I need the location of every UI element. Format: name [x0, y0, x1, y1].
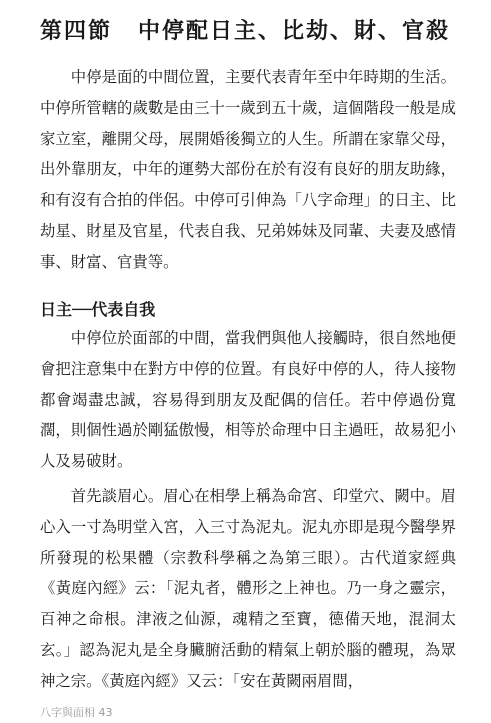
page-footer: 八字與面相 43 [40, 706, 113, 719]
body-paragraph: 首先談眉心。眉心在相學上稱為命宮、印堂穴、闕中。眉心入一寸為明堂入宮，入三寸為泥丸。泥丸亦即是現今醫學界所發現的松果體（宗教科學稱之為第三眼）。古代道家經典《黃庭內經》云：「泥丸者，體形之上神也。乃一身之靈宗，百神之命根。津液之仙源，魂精之至寶，德備天地，混洞太玄。」認為泥丸是全身臟腑活動的精氣上朝於腦的體現，為眾神之宗。《黃庭內經》又云：「安在黃闕兩眉間， [40, 487, 456, 690]
chapter-title [40, 14, 470, 48]
intro-paragraph: 中停是面的中間位置，主要代表青年至中年時期的生活。中停所管轄的歲數是由三十一歲到五十歲，這個階段一般是成家立室，離開父母，展開婚後獨立的人生。所謂在家靠父母，出外靠朋友，中年的運勢大部份在於有沒有良好的朋友助緣，和有沒有合拍的伴侶。中停可引伸為「八字命理」的日主、比劫星、財星及官星，代表自我、兄弟姊妹及同輩、夫妻及感情事、財富、官貴等。 [40, 68, 456, 271]
section-number: 第四節 [40, 18, 113, 44]
section-title: 中停配日主、比劫、財、官殺 [138, 18, 451, 44]
body-paragraph: 中停位於面部的中間，當我們與他人接觸時，很自然地便會把注意集中在對方中停的位置。有良好中停的人，待人接物都會竭盡忠誠，容易得到朋友及配偶的信任。若中停過份寬濶，則個性過於剛猛傲慢，相等於命理中日主過旺，故易犯小人及易破財。 [40, 329, 456, 471]
subsection-heading: 日主──代表自我 [40, 300, 156, 319]
